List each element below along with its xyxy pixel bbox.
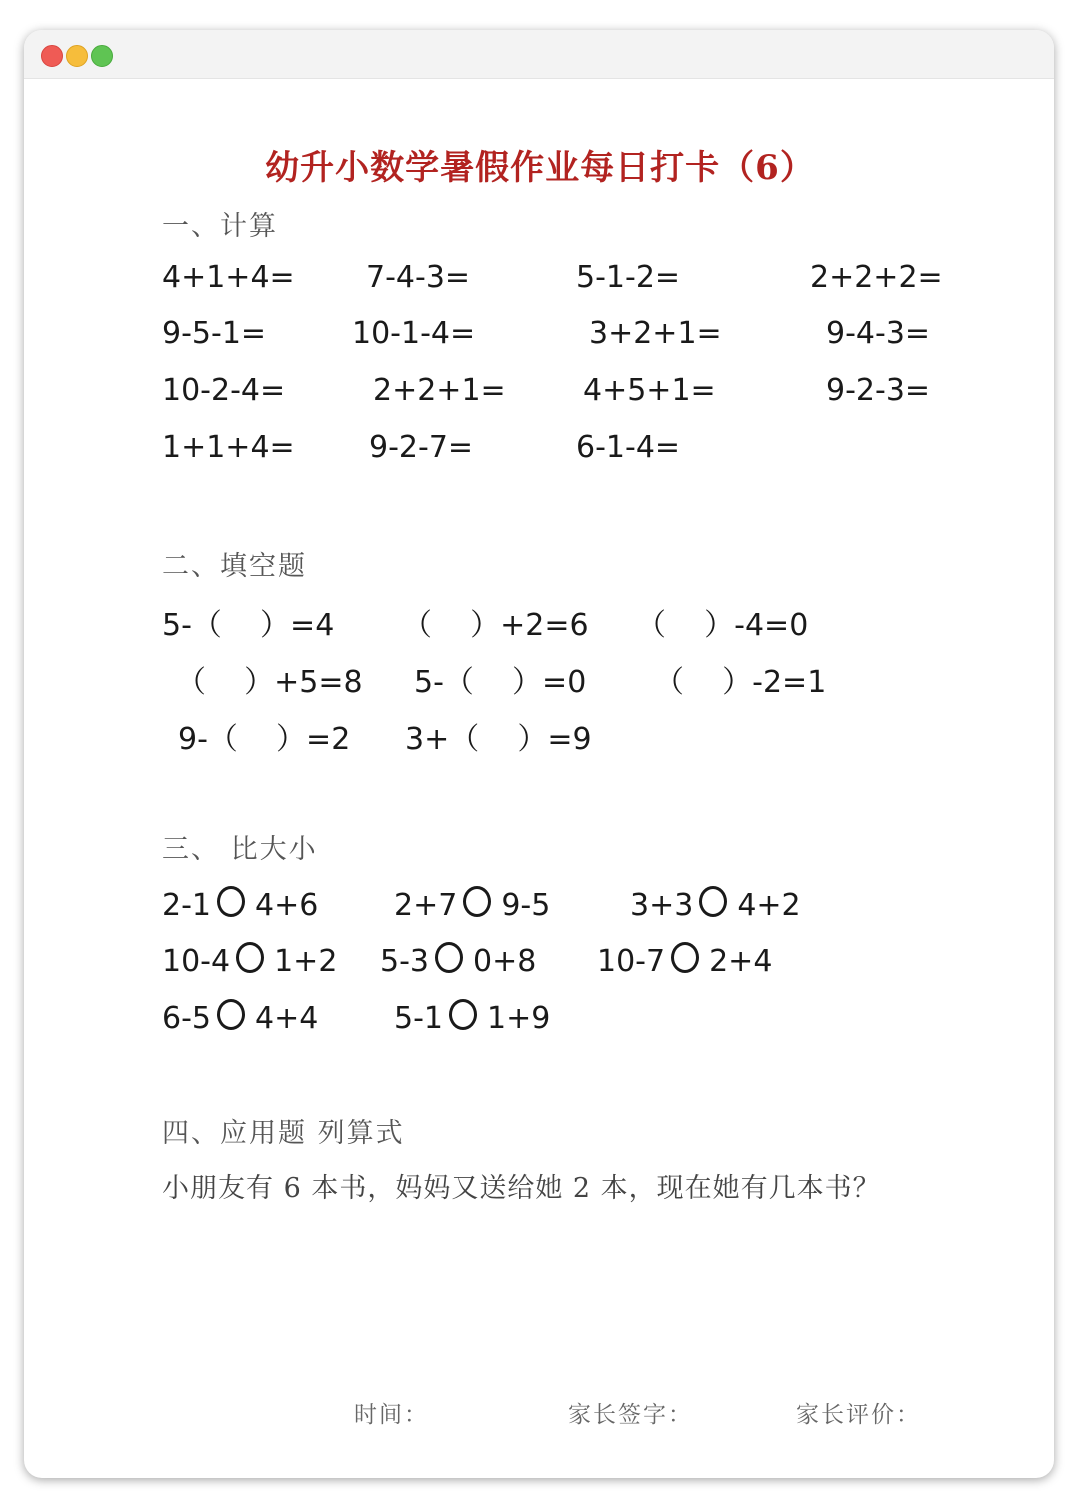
calc-item: 4+5+1= — [583, 373, 716, 408]
compare-circle-blank — [217, 886, 245, 917]
calc-item: 2+2+2= — [810, 260, 943, 295]
calc-item: 10-2-4= — [162, 373, 286, 408]
compare-left: 6-5 — [162, 1001, 211, 1036]
compare-left: 5-3 — [380, 944, 429, 979]
calc-item: 5-1-2= — [576, 260, 681, 295]
fill-item: （ ）-2=1 — [654, 665, 827, 700]
calc-item: 2+2+1= — [373, 373, 506, 408]
compare-circle-blank — [671, 942, 699, 973]
footer-time-label: 时间： — [354, 1402, 429, 1428]
minimize-window-button[interactable] — [66, 45, 88, 67]
compare-item — [380, 942, 536, 979]
word-problem-text: 小朋友有 6 本书，妈妈又送给她 2 本，现在她有几本书？ — [162, 1173, 881, 1204]
calc-item: 9-2-3= — [826, 373, 931, 408]
fill-item: （ ）+2=6 — [402, 608, 589, 643]
compare-circle-blank — [236, 942, 264, 973]
compare-left: 10-4 — [162, 944, 231, 979]
compare-circle-blank — [449, 999, 477, 1030]
compare-item — [162, 886, 318, 923]
maximize-window-button[interactable] — [91, 45, 113, 67]
compare-circle-blank — [699, 886, 727, 917]
compare-right: 0+8 — [473, 944, 537, 979]
compare-circle-blank — [217, 999, 245, 1030]
section-compare-heading: 三、 比大小 — [162, 834, 318, 865]
compare-item — [162, 942, 337, 979]
compare-right: 1+2 — [274, 944, 338, 979]
compare-right: 2+4 — [709, 944, 773, 979]
calc-item: 6-1-4= — [576, 430, 681, 465]
fill-item: （ ）-4=0 — [636, 608, 809, 643]
compare-right: 4+6 — [255, 888, 319, 923]
section-word-heading: 四、应用题 列算式 — [162, 1118, 405, 1149]
window-titlebar — [24, 30, 1054, 79]
compare-circle-blank — [435, 942, 463, 973]
compare-left: 10-7 — [597, 944, 666, 979]
compare-right: 4+2 — [737, 888, 801, 923]
calc-item: 1+1+4= — [162, 430, 295, 465]
section-calc-heading: 一、计算 — [162, 211, 278, 242]
compare-left: 5-1 — [394, 1001, 443, 1036]
compare-right: 1+9 — [487, 1001, 551, 1036]
section-fill-heading: 二、填空题 — [162, 551, 307, 582]
fill-item: 5-（ ）=0 — [414, 665, 587, 700]
footer-evaluation-label: 家长评价： — [796, 1402, 921, 1428]
compare-item — [630, 886, 801, 923]
compare-left: 3+3 — [630, 888, 694, 923]
calc-item: 4+1+4= — [162, 260, 295, 295]
footer-signature-label: 家长签字： — [568, 1402, 693, 1428]
fill-item: 3+（ ）=9 — [405, 722, 592, 757]
compare-left: 2+7 — [394, 888, 458, 923]
calc-item: 9-4-3= — [826, 316, 931, 351]
fill-item: （ ）+5=8 — [176, 665, 363, 700]
compare-item — [162, 999, 318, 1036]
compare-left: 2-1 — [162, 888, 211, 923]
fill-item: 9-（ ）=2 — [178, 722, 351, 757]
compare-circle-blank — [463, 886, 491, 917]
compare-right: 4+4 — [255, 1001, 319, 1036]
compare-item — [597, 942, 772, 979]
calc-item: 7-4-3= — [366, 260, 471, 295]
compare-right: 9-5 — [501, 888, 551, 923]
calc-item: 9-2-7= — [369, 430, 474, 465]
calc-item: 9-5-1= — [162, 316, 267, 351]
compare-item — [394, 886, 550, 923]
calc-item: 3+2+1= — [589, 316, 722, 351]
worksheet-title: 幼升小数学暑假作业每日打卡（6） — [265, 148, 815, 188]
fill-item: 5-（ ）=4 — [162, 608, 335, 643]
close-window-button[interactable] — [41, 45, 63, 67]
calc-item: 10-1-4= — [352, 316, 476, 351]
compare-item — [394, 999, 550, 1036]
